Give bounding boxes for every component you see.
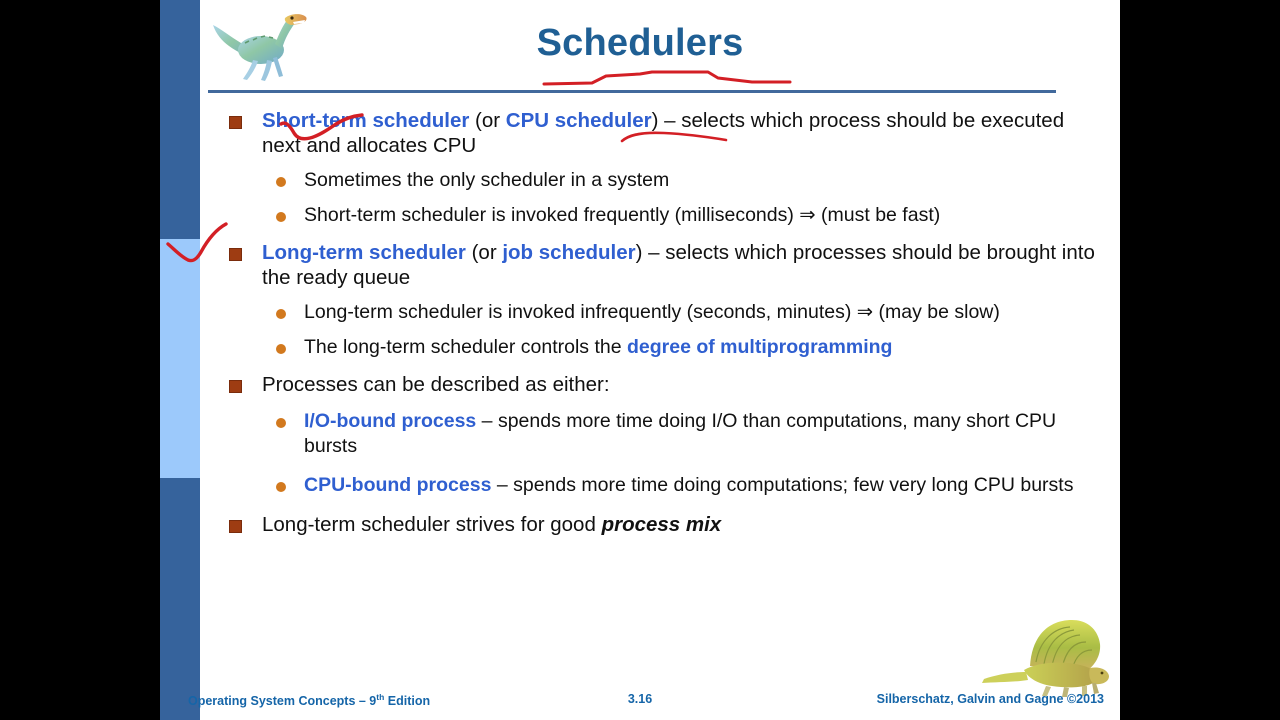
round-bullet-icon (276, 344, 286, 354)
bullet-long-term-text (262, 240, 1100, 290)
footer-copyright: Silberschatz, Galvin and Gagne ©2013 (876, 692, 1104, 706)
term-io-bound-process: I/O-bound process (304, 410, 477, 432)
term-short-term-scheduler: Short-term scheduler (262, 109, 470, 132)
sub-bullet-cpu-bound-text (304, 473, 1100, 498)
sub-bullet-degree-multiprogramming (220, 335, 1100, 360)
footer-edition-suffix: Edition (384, 694, 431, 709)
footer-page-number: 3.16 (627, 692, 653, 706)
bullet-process-mix (220, 512, 1100, 537)
term-long-term-scheduler: Long-term scheduler (262, 241, 466, 264)
round-bullet-icon (276, 309, 286, 319)
term-cpu-bound-process: CPU-bound process (304, 474, 492, 496)
term-cpu-scheduler: CPU scheduler (505, 109, 652, 132)
square-bullet-icon (229, 116, 242, 129)
bullet-process-mix-text (262, 512, 1100, 537)
degree-plain: The long-term scheduler controls the (304, 336, 627, 358)
bullet-long-term-scheduler (220, 240, 1100, 290)
sub-bullet-cpu-bound (220, 473, 1100, 498)
cpu-bound-plain: – spends more time doing computations; few very long CPU bursts (491, 474, 1074, 496)
sub-bullet-io-bound (220, 409, 1100, 459)
square-bullet-icon (229, 380, 242, 393)
sidebar-rail-bottom (160, 478, 200, 720)
slide-footer (160, 692, 1120, 714)
sidebar-rail-highlight (160, 239, 200, 478)
footer-edition-sup: th (376, 692, 385, 702)
round-bullet-icon (276, 177, 286, 187)
bullet-processes-described-text: Processes can be described as either: (262, 373, 610, 396)
footer-edition-prefix: Operating System Concepts – 9 (188, 694, 377, 709)
long-term-rest: ) – selects which processes should be brought into the ready queue (262, 241, 1095, 289)
sub-bullet-invoked-frequently-text: Short-term scheduler is invoked frequently (milliseconds) ⇒ (must be fast) (304, 204, 941, 226)
term-degree-of-multiprogramming: degree of multiprogramming (627, 336, 893, 358)
title-divider (208, 90, 1056, 93)
long-term-mid: (or (465, 241, 503, 264)
io-bound-plain: – spends more time doing I/O than computations, many short CPU bursts (304, 410, 1057, 457)
sub-bullet-only-scheduler (220, 168, 1100, 193)
square-bullet-icon (229, 248, 242, 261)
process-mix-lead: Long-term scheduler strives for good (262, 513, 602, 536)
slide-title: Schedulers (536, 22, 744, 64)
term-process-mix: process mix (601, 513, 722, 536)
sub-bullet-invoked-infrequently (220, 300, 1100, 325)
sub-bullet-invoked-infrequently-text (304, 300, 1100, 325)
bullet-processes-described (220, 372, 1100, 397)
sub-bullet-invoked-frequently (220, 203, 1100, 228)
dimetrodon-image (972, 616, 1112, 698)
square-bullet-icon (229, 520, 242, 533)
sub-bullet-degree-multiprogramming-text (304, 335, 1100, 360)
short-term-mid: (or (469, 109, 506, 132)
infrequently-plain: Long-term scheduler is invoked infrequently (seconds, minutes) ⇒ (may be slow) (304, 301, 1000, 323)
sub-bullet-only-scheduler-text: Sometimes the only scheduler in a system (304, 169, 670, 191)
round-bullet-icon (276, 482, 286, 492)
bullet-short-term-text (262, 108, 1100, 158)
round-bullet-icon (276, 212, 286, 222)
short-term-rest: ) – selects which process should be executed next and allocates CPU (262, 109, 1065, 157)
term-job-scheduler: job scheduler (502, 241, 636, 264)
sub-bullet-io-bound-text (304, 409, 1100, 459)
bullet-short-term-scheduler (220, 108, 1100, 158)
slide-body (220, 108, 1100, 539)
presentation-slide (160, 0, 1120, 720)
round-bullet-icon (276, 418, 286, 428)
